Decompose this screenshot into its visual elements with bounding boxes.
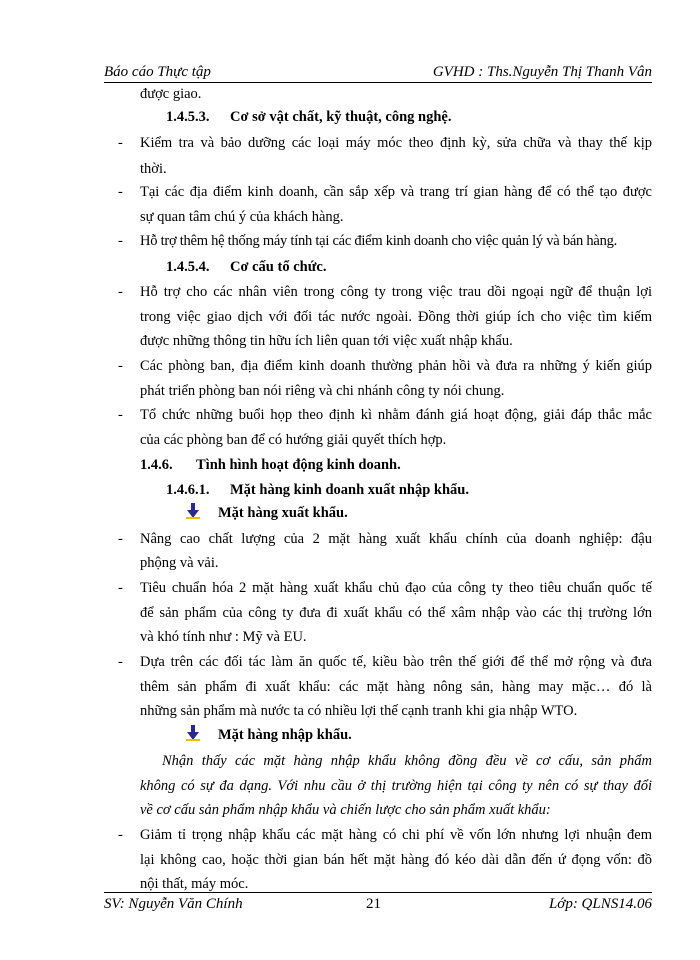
text-line: và khó tính như : Mỹ và EU. <box>140 629 307 645</box>
section-title: Cơ cấu tổ chức. <box>230 259 327 275</box>
text-line: thời. <box>140 161 167 177</box>
subsection-title: Mặt hàng xuất khẩu. <box>218 505 348 521</box>
section-number: 1.4.5.3. <box>166 109 210 125</box>
page-number: 21 <box>366 896 381 912</box>
text-line: Các phòng ban, địa điểm kinh doanh thường phản hồi và đưa ra những ý kiến giúp <box>140 358 652 374</box>
text-line: Giảm tỉ trọng nhập khẩu các mặt hàng có chi phí về vốn lớn nhưng lợi nhuận đem <box>140 827 652 843</box>
footer-left: SV: Nguyễn Văn Chính <box>104 896 243 912</box>
italic-paragraph-line: không có sự đa dạng. Với nhu cầu ở thị trường hiện tại công ty nên có sự thay đổi <box>140 778 652 794</box>
section-title: Tình hình hoạt động kinh doanh. <box>196 457 401 473</box>
bullet-dash: - <box>118 531 123 547</box>
subsection-title: Mặt hàng nhập khẩu. <box>218 727 352 743</box>
section-title: Cơ sở vật chất, kỹ thuật, công nghệ. <box>230 109 452 125</box>
section-number: 1.4.6. <box>140 457 173 473</box>
text-line: Kiểm tra và bảo dưỡng các loại máy móc theo định kỳ, sửa chữa và thay thế kịp <box>140 135 652 151</box>
text-line: thêm sản phẩm đi xuất khẩu: các mặt hàng nông sản, hàng may mặc… đó là <box>140 679 652 695</box>
text-line: được giao. <box>140 86 202 102</box>
section-number: 1.4.5.4. <box>166 259 210 275</box>
italic-paragraph-line: về cơ cấu sản phẩm nhập khẩu và chiến lược cho sản phẩm xuất khẩu: <box>140 802 551 818</box>
text-line: nội thất, máy móc. <box>140 876 249 892</box>
text-line: được những thông tin hữu ích liên quan tới việc xuất nhập khẩu. <box>140 333 513 349</box>
text-line: Tiêu chuẩn hóa 2 mặt hàng xuất khẩu chủ đạo của công ty theo tiêu chuẩn quốc tế <box>140 580 652 596</box>
text-line: những sản phẩm mà nước ta có nhiều lợi thế cạnh tranh khi gia nhập WTO. <box>140 703 578 719</box>
text-line: phát triển phòng ban nói riêng và chi nhánh công ty nói chung. <box>140 383 505 399</box>
page-footer <box>104 892 652 917</box>
bullet-dash: - <box>118 135 123 151</box>
text-line: sự quan tâm chú ý của khách hàng. <box>140 209 344 225</box>
text-line: của các phòng ban để có hướng giải quyết thích hợp. <box>140 432 447 448</box>
page-header <box>104 62 652 83</box>
bullet-dash: - <box>118 284 123 300</box>
footer-right: Lớp: QLNS14.06 <box>548 896 652 912</box>
bullet-dash: - <box>118 654 123 670</box>
bullet-dash: - <box>118 827 123 843</box>
arrow-down-icon <box>186 503 200 519</box>
text-line: trong việc giao dịch với đối tác nước ngoài. Đồng thời giúp ích cho việc tìm kiếm <box>140 309 652 325</box>
text-line: lại không cao, hoặc thời gian bán hết mặt hàng đó kéo dài dẫn đến ứ đọng vốn: đồ <box>140 852 652 868</box>
section-number: 1.4.6.1. <box>166 482 210 498</box>
header-left: Báo cáo Thực tập <box>104 64 211 80</box>
section-title: Mặt hàng kinh doanh xuất nhập khẩu. <box>230 482 469 498</box>
bullet-dash: - <box>118 233 123 249</box>
header-right: GVHD : Ths.Nguyễn Thị Thanh Vân <box>432 64 652 80</box>
text-line: phộng và vải. <box>140 555 219 571</box>
text-line: Hỗ trợ thêm hệ thống máy tính tại các điểm kinh doanh cho việc quản lý và bán hàng. <box>140 233 617 249</box>
text-line: Tại các địa điểm kinh doanh, cần sắp xếp và trang trí gian hàng để có thể tạo được <box>140 184 652 200</box>
text-line: Nâng cao chất lượng của 2 mặt hàng xuất khẩu chính của doanh nghiệp: đậu <box>140 531 652 547</box>
text-line: để sản phẩm của công ty đưa đi xuất khẩu có thể xâm nhập vào các thị trường lớn <box>140 605 652 621</box>
italic-paragraph-line: Nhận thấy các mặt hàng nhập khẩu không đồng đều về cơ cấu, sản phẩm <box>162 753 652 769</box>
bullet-dash: - <box>118 580 123 596</box>
text-line: Tổ chức những buổi họp theo định kì nhằm đánh giá hoạt động, giải đáp thắc mắc <box>140 407 652 423</box>
text-line: Dựa trên các đối tác làm ăn quốc tế, kiều bào trên thế giới để thể mở rộng và đưa <box>140 654 652 670</box>
text-line: Hỗ trợ cho các nhân viên trong công ty trong việc trau dồi ngoại ngữ để thuận lợi <box>140 284 652 300</box>
bullet-dash: - <box>118 358 123 374</box>
arrow-down-icon <box>186 725 200 741</box>
bullet-dash: - <box>118 407 123 423</box>
bullet-dash: - <box>118 184 123 200</box>
